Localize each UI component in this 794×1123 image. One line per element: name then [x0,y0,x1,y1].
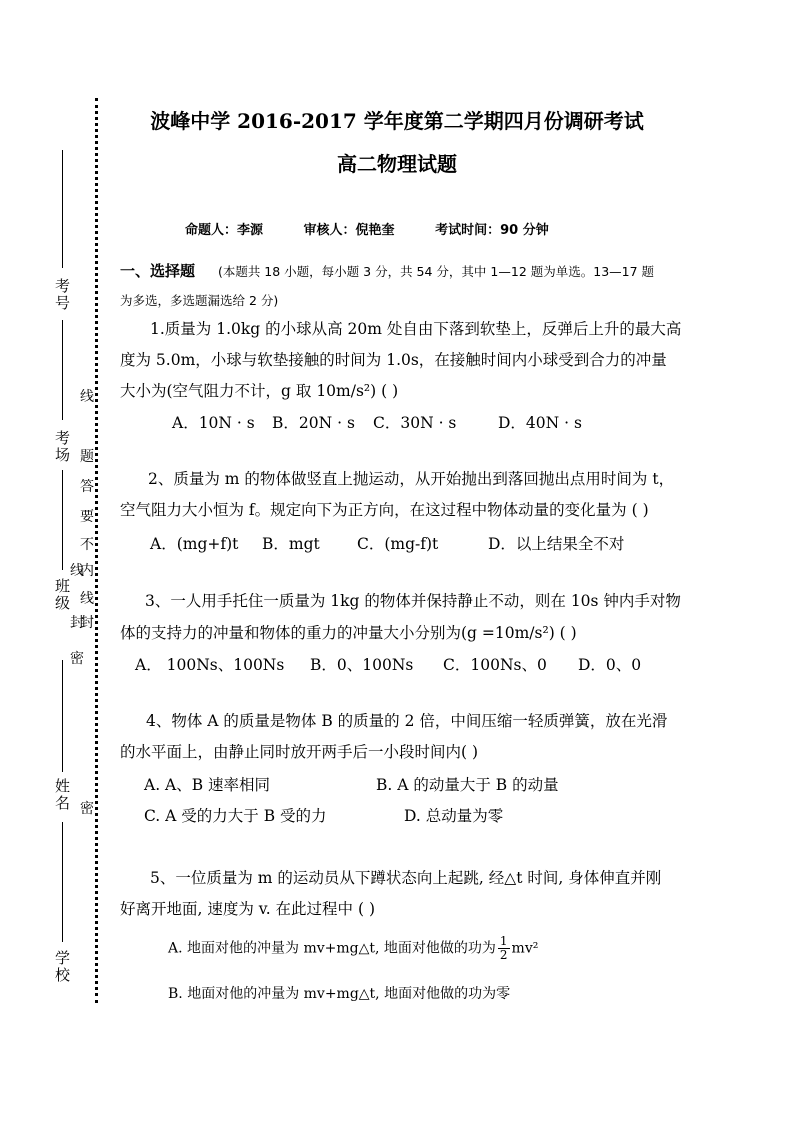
option-d: D．以上结果全不对 [488,535,625,553]
option-a [168,935,538,962]
exam-title: 波峰中学 2016-2017 学年度第二学期四月份调研考试 [150,109,644,133]
option-d: D．0、0 [578,656,642,674]
option-b: B. 地面对他的冲量为 mv+mg△t, 地面对他做的功为零 [168,986,511,1002]
question-line: 3、一人用手托住一质量为 1kg 的物体并保持静止不动，则在 10s 钟内手对物 [145,592,681,610]
meta-author: 命题人：李源 [185,223,264,238]
option-d: D. 总动量为零 [404,807,504,825]
option-d: D．40N · s [498,414,582,432]
option-b: B．20N · s [272,414,355,432]
option-a-text: A. 地面对他的冲量为 mv+mg△t, 地面对他做的功为 [168,940,496,957]
question-line: 1.质量为 1.0kg 的小球从高 20m 处自由下落到软垫上，反弹后上升的最大高 [150,320,682,338]
binding-dotted-line [95,98,98,1003]
option-a: A．(mg+f)t [150,535,239,553]
option-c: C．30N · s [373,414,457,432]
exam-subtitle: 高二物理试题 [337,152,457,176]
section-note: (本题共 18 小题，每小题 3 分，共 54 分，其中 1—12 题为单选。13—17 题 [217,264,655,279]
seal-char: 密 [70,651,84,667]
question-line: 2、质量为 m 的物体做竖直上抛运动，从开始抛出到落回抛出点用时间为 t， [148,470,675,488]
option-b: B. A 的动量大于 B 的动量 [376,776,559,794]
question-line: 度为 5.0m，小球与软垫接触的时间为 1.0s，在接触时间内小球受到合力的冲量 [120,351,667,369]
seal-char: 线 [80,591,94,607]
kaochang-label: 考场 [53,430,71,464]
question-line: 好离开地面, 速度为 v. 在此过程中 ( ) [120,900,376,918]
option-a: A．10N · s [172,414,255,432]
seal-char: 线 [70,563,84,579]
option-a-tail: mv² [511,940,539,957]
xingming-label: 姓名 [53,778,71,812]
seal-char: 线 [80,389,94,405]
seal-char: 内 [80,563,94,579]
option-row [172,411,255,433]
seal-char: 封 [80,615,94,631]
seal-char: 封 [70,615,84,631]
option-c: C. A 受的力大于 B 受的力 [144,807,327,825]
fraction [498,935,510,962]
seal-char: 答 [80,479,94,495]
question-line: 空气阻力大小恒为 f。规定向下为正方向，在这过程中物体动量的变化量为 ( ) [120,501,649,519]
meta-reviewer: 审核人：倪艳奎 [303,223,395,238]
option-c: C．100Ns、0 [443,656,547,674]
section-heading: 一、选择题 [120,262,196,280]
option-a: A. A、B 速率相同 [144,776,271,794]
question-line: 大小为(空气阻力不计，g 取 10m/s²) ( ) [120,382,399,400]
seal-char: 要 [80,509,94,525]
banji-label: 班级 [53,578,71,612]
meta-time: 考试时间：90 分钟 [435,223,549,238]
banji-blank-line [62,470,63,570]
option-b: B．0、100Ns [310,656,414,674]
option-a: A． 100Ns、100Ns [135,656,285,674]
question-line: 5、一位质量为 m 的运动员从下蹲状态向上起跳, 经△t 时间, 身体伸直并刚 [150,869,662,887]
seal-char: 不 [80,537,94,553]
xuexiao-label: 学校 [53,950,71,984]
option-b: B．mgt [262,535,320,553]
option-c: C．(mg-f)t [357,535,439,553]
question-line: 体的支持力的冲量和物体的重力的冲量大小分别为(g =10m/s²) ( ) [120,624,577,642]
section-note-cont: 为多选，多选题漏选给 2 分) [120,293,279,308]
kaochang-blank-line [62,320,63,420]
section-heading-line [120,260,654,281]
xingming-blank-line [62,660,63,772]
seal-char: 密 [80,801,94,817]
seal-char: 题 [80,449,94,465]
fraction-numerator: 1 [499,934,508,948]
question-line: 4、物体 A 的质量是物体 B 的质量的 2 倍，中间压缩一轻质弹簧，放在光滑 [146,712,668,730]
kaohao-label: 考号 [53,278,71,312]
fraction-denominator: 2 [499,948,508,962]
xuexiao-blank-line [62,822,63,942]
question-line: 的水平面上，由静止同时放开两手后一小段时间内( ) [120,743,479,761]
exam-meta [185,219,585,238]
